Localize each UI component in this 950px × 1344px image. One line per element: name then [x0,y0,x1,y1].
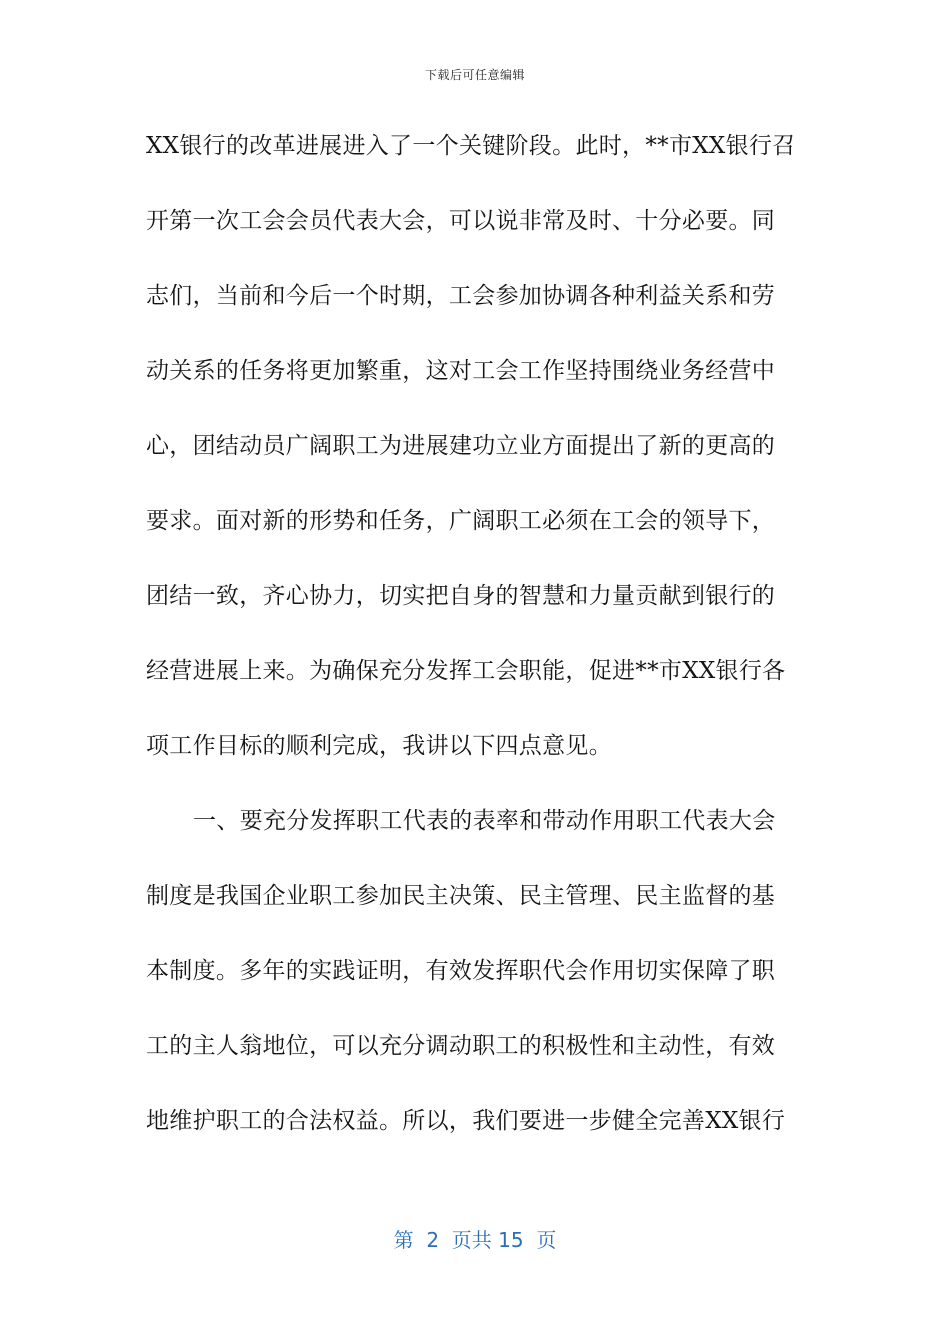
paragraph-line: 动关系的任务将更加繁重，这对工会工作坚持围绕业务经营中 [146,358,776,384]
paragraph-line: 制度是我国企业职工参加民主决策、民主管理、民主监督的基 [146,883,776,909]
paragraph-line: 项工作目标的顺利完成，我讲以下四点意见。 [146,733,612,759]
paragraph-line: 经营进展上来。为确保充分发挥工会职能，促进**市XX银行各 [146,658,786,684]
paragraph-line: 志们，当前和今后一个时期，工会参加协调各种利益关系和劳 [146,283,776,309]
paragraph-line: 地维护职工的合法权益。所以，我们要进一步健全完善XX银行 [146,1108,786,1134]
paragraph-line: 一、要充分发挥职工代表的表率和带动作用职工代表大会 [193,808,776,834]
page-header: 下载后可任意编辑 [424,68,525,82]
paragraph-line: 心，团结动员广阔职工为进展建功立业方面提出了新的更高的 [146,433,776,459]
paragraph-line: 团结一致，齐心协力，切实把自身的智慧和力量贡献到银行的 [146,583,776,609]
body-text [146,122,806,1172]
paragraph-line: 本制度。多年的实践证明，有效发挥职代会作用切实保障了职 [146,958,776,984]
paragraph-line: 开第一次工会会员代表大会，可以说非常及时、十分必要。同 [146,208,776,234]
paragraph-line: XX银行的改革进展进入了一个关键阶段。此时，**市XX银行召 [146,133,796,159]
paragraph-line: 工的主人翁地位，可以充分调动职工的积极性和主动性，有效 [146,1033,776,1059]
paragraph-line: 要求。面对新的形势和任务，广阔职工必须在工会的领导下， [146,508,776,534]
page-number-footer: 第 2 页共 15 页 [393,1228,557,1252]
